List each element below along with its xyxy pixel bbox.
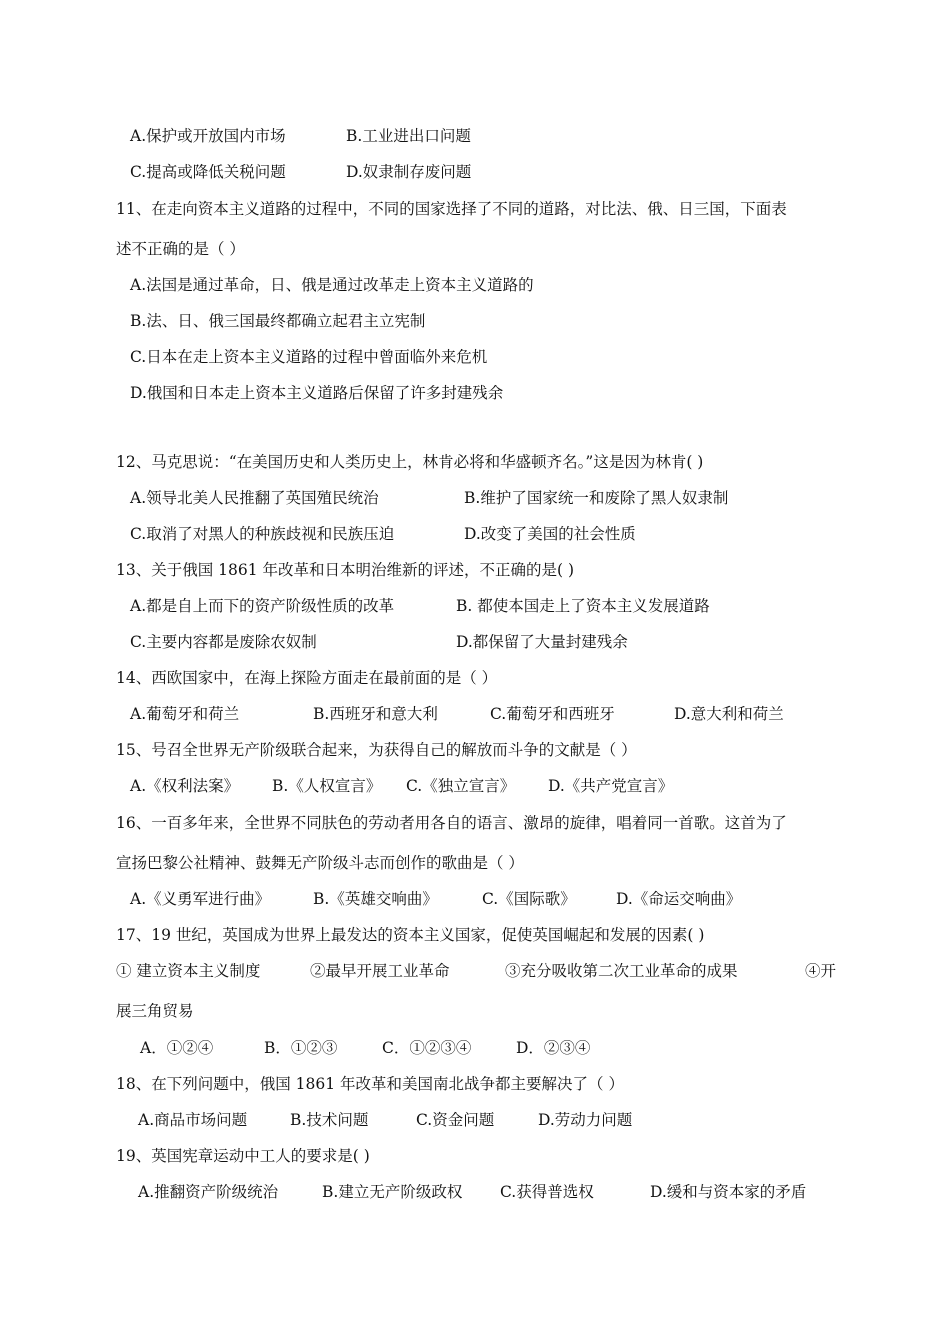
answer-option: C.取消了对黑人的种族歧视和民族压迫	[130, 525, 395, 543]
answer-option: ④开	[805, 962, 837, 980]
answer-option: B. 都使本国走上了资本主义发展道路	[456, 597, 710, 615]
answer-option: A.商品市场问题	[138, 1111, 248, 1129]
answer-option: D.缓和与资本家的矛盾	[650, 1183, 807, 1201]
answer-option: A.领导北美人民推翻了英国殖民统治	[130, 489, 379, 507]
answer-option: D.改变了美国的社会性质	[464, 525, 636, 543]
question-text: 14、西欧国家中，在海上探险方面走在最前面的是（ ）	[116, 669, 498, 687]
question-text: B.法、日、俄三国最终都确立起君主立宪制	[130, 312, 426, 330]
answer-option: D.奴隶制存废问题	[346, 163, 472, 181]
answer-option: B.《英雄交响曲》	[313, 890, 438, 908]
question-text: 述不正确的是（ ）	[116, 240, 245, 258]
question-text: A.法国是通过革命，日、俄是通过改革走上资本主义道路的	[130, 276, 534, 294]
answer-option: C.获得普选权	[500, 1183, 594, 1201]
question-text: 12、马克思说：“在美国历史和人类历史上，林肯必将和华盛顿齐名。”这是因为林肯( )	[116, 453, 704, 471]
answer-option: C.葡萄牙和西班牙	[490, 705, 615, 723]
question-text: 展三角贸易	[116, 1002, 194, 1020]
answer-option: A.保护或开放国内市场	[130, 127, 286, 145]
question-text: 15、号召全世界无产阶级联合起来，为获得自己的解放而斗争的文献是（ ）	[116, 741, 637, 759]
question-text: 18、在下列问题中，俄国 1861 年改革和美国南北战争都主要解决了（ ）	[116, 1075, 624, 1093]
answer-option: A．①②④	[140, 1039, 214, 1057]
answer-option: B.工业进出口问题	[346, 127, 471, 145]
answer-option: C.资金问题	[416, 1111, 495, 1129]
answer-option: D.《共产党宣言》	[548, 777, 674, 795]
answer-option: D.《命运交响曲》	[616, 890, 742, 908]
answer-option: D.意大利和荷兰	[674, 705, 784, 723]
question-text: 16、一百多年来，全世界不同肤色的劳动者用各自的语言、激昂的旋律，唱着同一首歌。这首为了	[116, 814, 787, 832]
answer-option: D.劳动力问题	[538, 1111, 633, 1129]
question-text: 13、关于俄国 1861 年改革和日本明治维新的评述，不正确的是( )	[116, 561, 575, 579]
answer-option: A.都是自上而下的资产阶级性质的改革	[130, 597, 395, 615]
answer-option: A.《义勇军进行曲》	[130, 890, 271, 908]
answer-option: C.提高或降低关税问题	[130, 163, 286, 181]
question-text: 19、英国宪章运动中工人的要求是( )	[116, 1147, 370, 1165]
question-text: C.日本在走上资本主义道路的过程中曾面临外来危机	[130, 348, 488, 366]
answer-option: B．①②③	[264, 1039, 338, 1057]
answer-option: A.《权利法案》	[130, 777, 240, 795]
answer-option: C.主要内容都是废除农奴制	[130, 633, 317, 651]
answer-option: ① 建立资本主义制度	[116, 962, 261, 980]
answer-option: A.葡萄牙和荷兰	[130, 705, 240, 723]
answer-option: B.《人权宣言》	[272, 777, 382, 795]
answer-option: B.西班牙和意大利	[313, 705, 438, 723]
answer-option: D．②③④	[516, 1039, 591, 1057]
answer-option: ②最早开展工业革命	[310, 962, 450, 980]
answer-option: C．①②③④	[382, 1039, 472, 1057]
answer-option: B.技术问题	[290, 1111, 369, 1129]
answer-option: B.维护了国家统一和废除了黑人奴隶制	[464, 489, 729, 507]
question-text: D.俄国和日本走上资本主义道路后保留了许多封建残余	[130, 384, 504, 402]
question-text: 11、在走向资本主义道路的过程中，不同的国家选择了不同的道路，对比法、俄、日三国，下面表	[116, 200, 787, 218]
answer-option: A.推翻资产阶级统治	[138, 1183, 279, 1201]
answer-option: ③充分吸收第二次工业革命的成果	[505, 962, 738, 980]
answer-option: C.《国际歌》	[482, 890, 576, 908]
question-text: 宣扬巴黎公社精神、鼓舞无产阶级斗志而创作的歌曲是（ ）	[116, 854, 524, 872]
answer-option: C.《独立宣言》	[406, 777, 516, 795]
answer-option: B.建立无产阶级政权	[322, 1183, 463, 1201]
answer-option: D.都保留了大量封建残余	[456, 633, 628, 651]
question-text: 17、19 世纪，英国成为世界上最发达的资本主义国家，促使英国崛起和发展的因素( )	[116, 926, 705, 944]
